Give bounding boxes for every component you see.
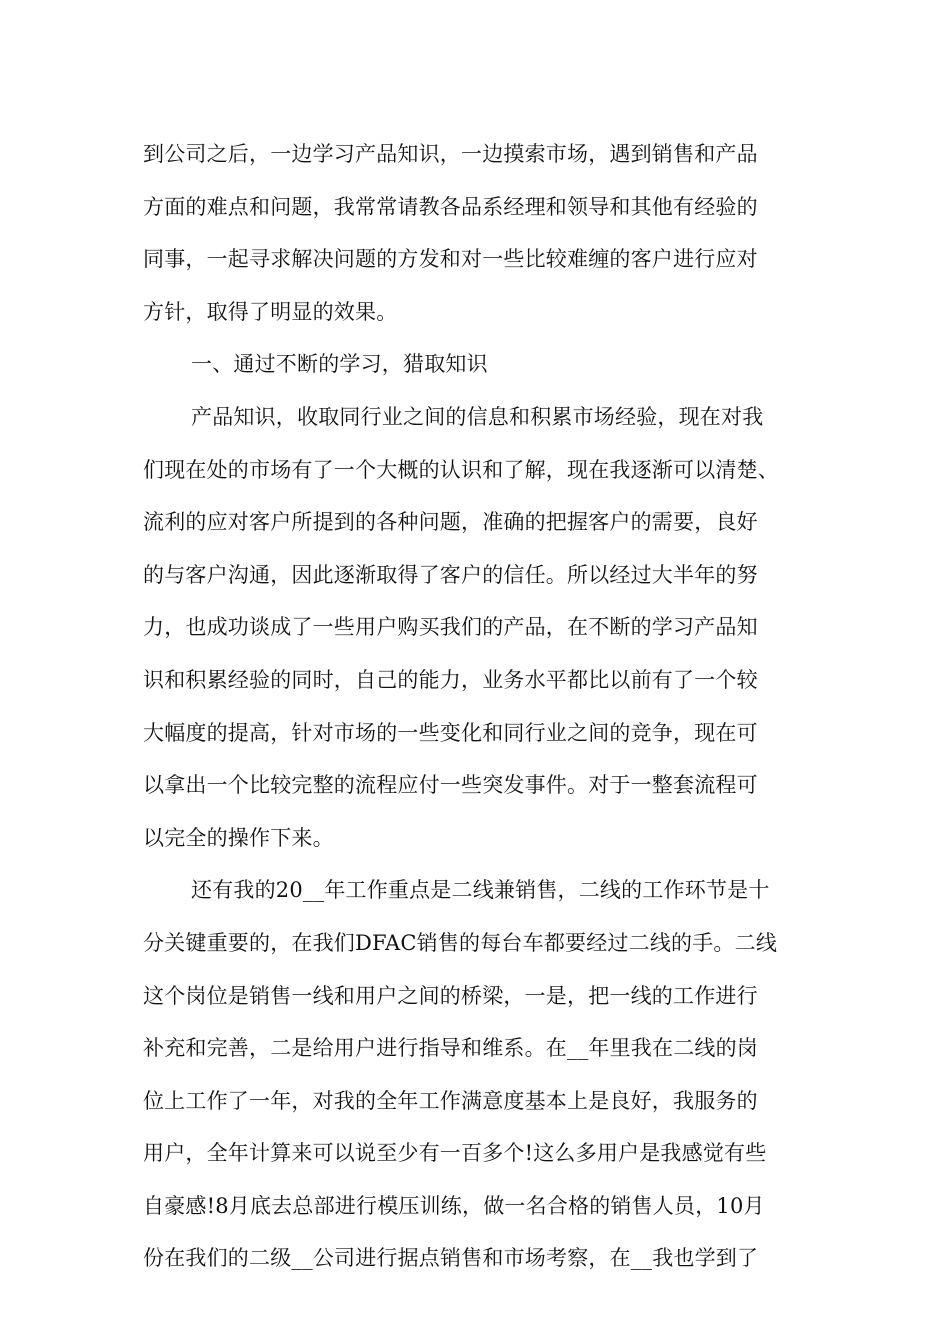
- text-line: 识和积累经验的同时，自己的能力，业务水平都比以前有了一个较: [143, 667, 758, 692]
- text-line: 以拿出一个比较完整的流程应付一些突发事件。对于一整套流程可: [143, 773, 758, 798]
- text-line: 们现在处的市场有了一个大概的认识和了解，现在我逐渐可以清楚、: [143, 457, 779, 482]
- text-line: 位上工作了一年，对我的全年工作满意度基本上是良好，我服务的: [143, 1088, 758, 1113]
- text-line: 同事，一起寻求解决问题的方发和对一些比较难缠的客户进行应对: [143, 247, 758, 272]
- paragraph-first-line: 还有我的20__年工作重点是二线兼销售，二线的工作环节是十: [191, 878, 770, 903]
- text-line: 份在我们的二级__公司进行据点销售和市场考察，在__我也学到了: [143, 1246, 759, 1271]
- text-line: 的与客户沟通，因此逐渐取得了客户的信任。所以经过大半年的努: [143, 562, 758, 587]
- text-line: 分关键重要的，在我们DFAC销售的每台车都要经过二线的手。二线: [143, 930, 778, 955]
- paragraph-first-line: 产品知识，收取同行业之间的信息和积累市场经验，现在对我: [191, 404, 764, 429]
- text-line: 力，也成功谈成了一些用户购买我们的产品，在不断的学习产品知: [143, 615, 758, 640]
- text-line: 这个岗位是销售一线和用户之间的桥梁，一是，把一线的工作进行: [143, 983, 758, 1008]
- text-line: 方针，取得了明显的效果。: [143, 299, 398, 324]
- text-line: 以完全的操作下来。: [143, 825, 334, 850]
- document-body: [143, 128, 815, 1285]
- section-heading: 一、通过不断的学习，猎取知识: [191, 352, 488, 377]
- text-line: 大幅度的提高，针对市场的一些变化和同行业之间的竞争，现在可: [143, 720, 758, 745]
- text-line: 流利的应对客户所提到的各种问题，准确的把握客户的需要，良好: [143, 510, 758, 535]
- text-line: 补充和完善，二是给用户进行指导和维系。在__年里我在二线的岗: [143, 1036, 758, 1061]
- text-line: 自豪感!8月底去总部进行模压训练，做一名合格的销售人员，10月: [143, 1193, 765, 1218]
- text-line: 到公司之后，一边学习产品知识，一边摸索市场，遇到销售和产品: [143, 142, 758, 166]
- text-line: 方面的难点和问题，我常常请教各品系经理和领导和其他有经验的: [143, 194, 758, 219]
- text-line: 用户，全年计算来可以说至少有一百多个!这么多用户是我感觉有些: [143, 1141, 767, 1166]
